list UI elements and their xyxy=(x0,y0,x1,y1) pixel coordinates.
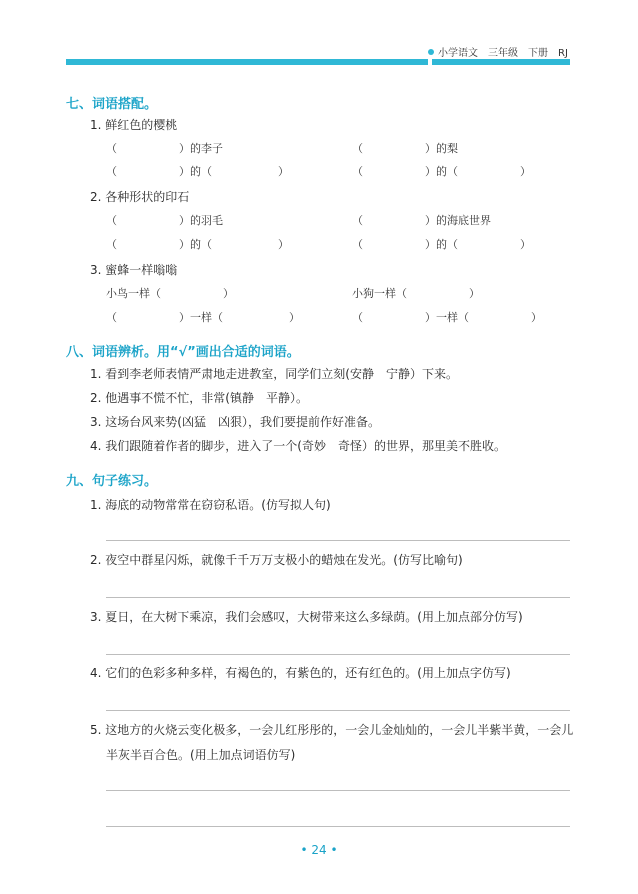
section-7-title: 七、词语搭配。 xyxy=(66,97,158,112)
q7-3: 3. 蜜蜂一样嗡嗡 xyxy=(90,263,178,277)
page-number: • 24 • xyxy=(300,843,338,857)
q7-2-text: 各种形状的印石 xyxy=(105,190,190,204)
q7-1-blank-d[interactable]: （ ）的（ ） xyxy=(352,165,531,178)
answer-line[interactable] xyxy=(106,710,570,711)
q7-3-blank-d[interactable]: （ ）一样（ ） xyxy=(352,311,542,324)
q7-3-blank-b[interactable]: 小狗一样（ ） xyxy=(352,287,480,300)
answer-line[interactable] xyxy=(106,654,570,655)
q7-1: 1. 鲜红色的樱桃 xyxy=(90,118,178,132)
header-title xyxy=(428,44,568,59)
q7-2-blank-c[interactable]: （ ）的（ ） xyxy=(106,238,289,251)
book-title: 小学语文 三年级 下册 RJ xyxy=(438,48,568,59)
q9-5-cont: 半灰半百合色。(用上加点词语仿写) xyxy=(106,748,296,762)
q7-1-text: 鲜红色的樱桃 xyxy=(105,118,178,132)
header-bar xyxy=(66,59,570,65)
q7-2-blank-a[interactable]: （ ）的羽毛 xyxy=(106,214,223,227)
q8-1: 1. 看到李老师表情严肃地走进教室，同学们立刻(安静 宁静）下来。 xyxy=(90,367,458,381)
answer-line[interactable] xyxy=(106,826,570,827)
q7-1-blank-a[interactable]: （ ）的李子 xyxy=(106,142,223,155)
q7-2-blank-b[interactable]: （ ）的海底世界 xyxy=(352,214,491,227)
q7-3-blank-a[interactable]: 小鸟一样（ ） xyxy=(106,287,234,300)
q7-3-blank-c[interactable]: （ ）一样（ ） xyxy=(106,311,300,324)
q9-1: 1. 海底的动物常常在窃窃私语。(仿写拟人句) xyxy=(90,498,331,512)
q7-3-text: 蜜蜂一样嗡嗡 xyxy=(105,263,178,277)
q9-3: 3. 夏日，在大树下乘凉，我们会感叹，大树带来这么多绿荫。(用上加点部分仿写) xyxy=(90,610,523,624)
q9-4: 4. 它们的色彩多种多样，有褐色的，有紫色的，还有红色的。(用上加点字仿写) xyxy=(90,666,511,680)
q9-2: 2. 夜空中群星闪烁，就像千千万万支极小的蜡烛在发光。(仿写比喻句) xyxy=(90,553,463,567)
answer-line[interactable] xyxy=(106,540,570,541)
section-8-title: 八、词语辨析。用“√”画出合适的词语。 xyxy=(66,345,300,360)
q7-1-blank-b[interactable]: （ ）的梨 xyxy=(352,142,458,155)
answer-line[interactable] xyxy=(106,790,570,791)
q8-4: 4. 我们跟随着作者的脚步，进入了一个(奇妙 奇怪）的世界，那里美不胜收。 xyxy=(90,439,506,453)
answer-line[interactable] xyxy=(106,597,570,598)
q9-5: 5. 这地方的火烧云变化极多，一会儿红彤彤的，一会儿金灿灿的，一会儿半紫半黄，一会儿 xyxy=(90,723,574,737)
q7-2-blank-d[interactable]: （ ）的（ ） xyxy=(352,238,531,251)
q8-2: 2. 他遇事不慌不忙，非常(镇静 平静）。 xyxy=(90,391,308,405)
q7-2: 2. 各种形状的印石 xyxy=(90,190,190,204)
bullet-dot-icon xyxy=(428,49,434,55)
q8-3: 3. 这场台风来势(凶猛 凶狠），我们要提前作好准备。 xyxy=(90,415,380,429)
section-9-title: 九、句子练习。 xyxy=(66,474,158,489)
q7-1-blank-c[interactable]: （ ）的（ ） xyxy=(106,165,289,178)
